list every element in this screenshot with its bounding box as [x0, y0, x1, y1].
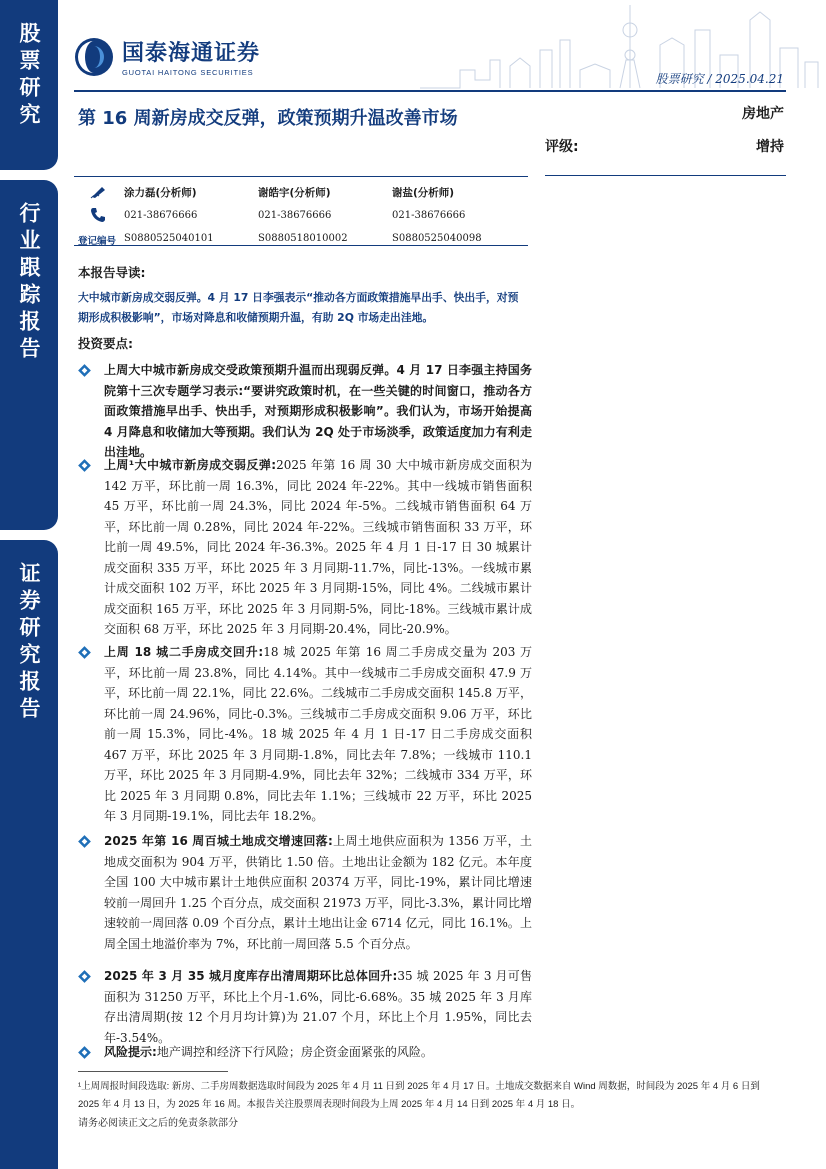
side-label-securities-research: 证券研究报告: [0, 540, 58, 1169]
sector-label: 房地产: [742, 106, 784, 122]
analyst-phone: 021-38676666: [124, 210, 198, 221]
analyst-registration-row: [124, 233, 528, 244]
registration-number: S0880518010002: [258, 233, 348, 244]
key-point-3: [78, 642, 532, 827]
diamond-bullet-icon: [78, 970, 91, 983]
analyst-box: [74, 176, 528, 246]
rating-label: 评级:: [545, 139, 579, 155]
key-point-body: 35 城 2025 年 3 月可售面积为 31250 万平，环比上个月-1.6%，同比-6.68%。35 城 2025 年 3 月库存出清周期(按 12 个月月均计算)为 21.07 个月，环比上个月 1.95%，同比去年-3.54%。: [104, 969, 532, 1045]
footnote-divider: [78, 1071, 228, 1072]
analyst-phones-row: [124, 210, 528, 221]
header-divider: [74, 90, 786, 92]
key-point-5: [78, 966, 532, 1048]
key-point-body: 2025 年第 16 周 30 大中城市新房成交面积为 142 万平，环比前一周 16.3%，同比 2024 年-22%。其中一线城市销售面积 45 万平，环比前一周 24.3%，同比 2024 年-5%。二线城市销售面积 64 万平，环比前一周 0.28%，同比 2024 年-22%。三线城市销售面积 33 万平，环比前一周 49.5%，同比 2024 年-36.3%。2025 年 4 月 1 日-17 日 30 城累计成交面积 335 万平，环比 2025 年 3 月同期-11.7%，同比-13%。一线城市累计成交面积 102 万平，环比 2025 年 3 月同期-15%，同比 4%。二线城市累计成交面积 165 万平，环比 2025 年 3 月同期-5%，同比-18%。三线城市累计成交面积 68 万平，环比 2025 年 3 月同期-20.4%，同比-20.9%。: [104, 458, 532, 636]
analyst-phone: 021-38676666: [258, 210, 332, 221]
key-point-lead: 上周¹大中城市新房成交弱反弹:: [104, 458, 277, 472]
diamond-bullet-icon: [78, 459, 91, 472]
key-points-heading: 投资要点:: [78, 336, 133, 351]
analyst-name: 谢皓宇(分析师): [258, 187, 331, 199]
key-point-body: 地产调控和经济下行风险；房企资金面紧张的风险。: [156, 1045, 433, 1059]
key-point-risk: [78, 1042, 532, 1063]
diamond-bullet-icon: [78, 646, 91, 659]
key-point-body: 18 城 2025 年第 16 周二手房成交量为 203 万平，环比前一周 23.8%，同比 4.14%。其中一线城市二手房成交面积 47.9 万平，环比前一周 22.1%，同比 22.6%。二线城市二手房成交面积 145.8 万平，环比前一周 24.96%，同比-0.3%。三线城市二手房成交面积 9.06 万平，环比前一周 15.3%，同比-4%。18 城 2025 年 4 月 1 日-17 日二手房成交面积 467 万平，环比 2025 年 3 月同期-1.8%，同比去年 7.8%；一线城市 110.1 万平，环比 2025 年 3 月同期-4.9%，同比去年 32%；二线城市 334 万平，环比 2025 年 3 月同期 0.8%，同比去年 1.1%；三线城市 22 万平，环比 2025 年 3 月同期-19.1%，同比去年 18.2%。: [104, 645, 533, 823]
logo-text-cn: 国泰海通证券: [122, 41, 261, 66]
logo-text-en: GUOTAI HAITONG SECURITIES: [122, 68, 254, 77]
phone-icon: [90, 207, 106, 223]
key-point-1: [78, 360, 532, 463]
doc-type-date: 股票研究 / 2025.04.21: [655, 72, 784, 86]
registration-number: S0880525040101: [124, 233, 214, 244]
key-point-lead: 2025 年 3 月 35 城月度库存出清周期环比总体回升:: [104, 969, 398, 983]
side-label-industry-tracking: 行业跟踪报告: [0, 180, 58, 530]
guide-heading: 本报告导读:: [78, 265, 146, 280]
diamond-bullet-icon: [78, 364, 91, 377]
analyst-name: 谢盐(分析师): [392, 187, 455, 199]
key-point-lead: 上周大中城市新房成交受政策预期升温而出现弱反弹。4 月 17 日李强主持国务院第十三次专题学习表示:“要讲究政策时机，在一些关键的时间窗口，推动各方面政策措施早出手、快出手，对预期形成积极影响”。我们认为，市场开始提高 4 月降息和收储加大等预期。我们认为 2Q 处于市场淡季，政策适度加力有利走出洼地。: [104, 363, 532, 459]
key-point-lead: 上周 18 城二手房成交回升:: [104, 645, 264, 659]
report-title: 第 16 周新房成交反弹，政策预期升温改善市场: [78, 108, 458, 129]
rating-divider: [545, 175, 786, 176]
key-point-2: [78, 455, 532, 640]
key-point-4: [78, 831, 532, 954]
disclaimer-note: 请务必阅读正文之后的免责条款部分: [78, 1118, 238, 1129]
diamond-bullet-icon: [78, 1046, 91, 1059]
analyst-name: 涂力磊(分析师): [124, 187, 197, 199]
company-logo: [74, 36, 260, 77]
key-point-lead: 风险提示:: [104, 1045, 157, 1059]
side-label-stock-research: 股票研究: [0, 0, 58, 170]
key-point-lead: 2025 年第 16 周百城土地成交增速回落:: [104, 834, 333, 848]
pen-icon: [90, 183, 108, 199]
registration-label: 登记编号: [78, 236, 117, 247]
analyst-phone: 021-38676666: [392, 210, 466, 221]
footnote: ¹上周周报时间段选取: 新房、二手房周数据选取时间段为 2025 年 4 月 11 日到 2025 年 4 月 17 日。土地成交数据来自 Wind 周数据，时间段为 2025 年 4 月 6 日到 2025 年 4 月 13 日，为 2025 年 16 周。本报告关注股票周表现时间段为上周 2025 年 4 月 14 日到 2025 年 4 月 18 日。: [78, 1081, 760, 1110]
diamond-bullet-icon: [78, 835, 91, 848]
rating-value: 增持: [756, 139, 784, 155]
registration-number: S0880525040098: [392, 233, 482, 244]
key-point-body: 上周土地供应面积为 1356 万平，土地成交面积为 904 万平，供销比 1.50 倍。土地出让金额为 182 亿元。本年度全国 100 大中城市累计土地供应面积 20374 万平，同比-19%，累计同比增速较前一周回升 1.25 个百分点，成交面积 21973 万平，同比-3.3%，累计同比增速较前一周回落 0.09 个百分点，累计土地出让金 6714 亿元，同比 16.1%。上周全国土地溢价率为 7%，环比前一周回落 5.5 个百分点。: [104, 834, 532, 951]
analyst-names-row: [124, 185, 528, 200]
side-band: [0, 0, 58, 1169]
guide-text: 大中城市新房成交弱反弹。4 月 17 日李强表示“推动各方面政策措施早出手、快出手，对预期形成积极影响”，市场对降息和收储预期升温，有助 2Q 市场走出洼地。: [78, 291, 519, 324]
logo-emblem-icon: [74, 37, 114, 77]
